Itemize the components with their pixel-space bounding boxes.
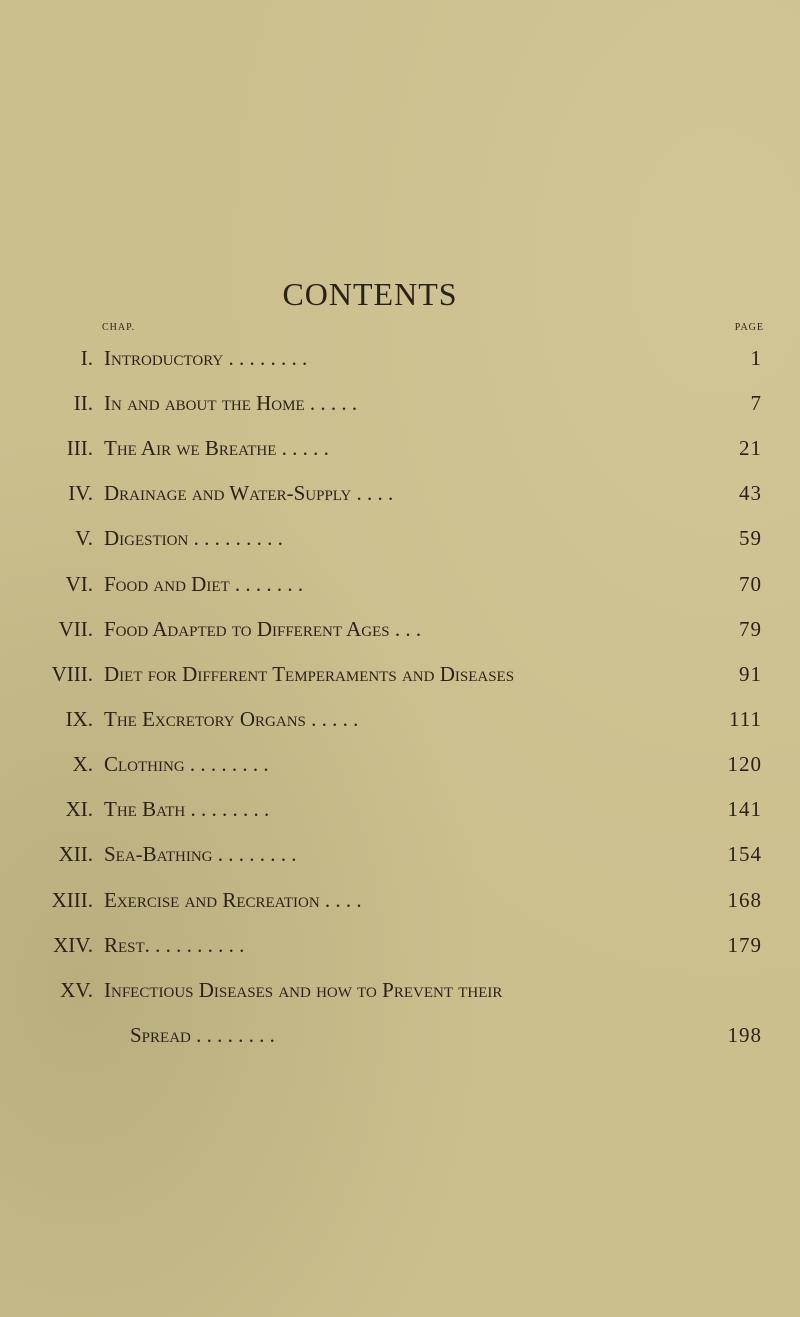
chapter-number: XIV. [53,933,93,957]
chapter-title: Spread . . . . . . . . [130,1023,275,1047]
toc-entry[interactable] [0,434,800,462]
page-number: 168 [727,888,762,912]
chapter-title: Clothing . . . . . . . . [104,752,269,776]
toc-entry[interactable] [0,344,800,372]
chapter-title: Exercise and Recreation . . . . [104,888,362,912]
toc-entry[interactable] [0,976,800,1004]
toc-entry[interactable] [0,389,800,417]
page-number: 91 [739,662,762,686]
toc-entry[interactable] [0,795,800,823]
toc-entry[interactable] [0,886,800,914]
chapter-number: VI. [65,572,93,596]
chapter-number: IV. [68,481,93,505]
toc-entry[interactable] [0,615,800,643]
chapter-number: VIII. [51,662,93,686]
chapter-title: The Bath . . . . . . . . [104,797,270,821]
chapter-number: XV. [60,978,93,1002]
page-number: 198 [727,1023,762,1047]
chapter-title: The Air we Breathe . . . . . [104,436,329,460]
chapter-number: VII. [58,617,93,641]
chapter-number: IX. [65,707,93,731]
page-number: 79 [739,617,762,641]
page-title: CONTENTS [282,276,458,312]
page-number: 7 [750,391,762,415]
chapter-number: XI. [65,797,93,821]
page-number: 154 [727,842,762,866]
chapter-title: The Excretory Organs . . . . . [104,707,359,731]
chapter-title: Introductory . . . . . . . . [104,346,308,370]
page-number: 111 [729,707,762,731]
chapter-number: X. [72,752,93,776]
toc-entry[interactable] [0,750,800,778]
chapter-title: Food and Diet . . . . . . . [104,572,304,596]
toc-entry[interactable] [0,660,800,688]
chapter-title: Digestion . . . . . . . . . [104,526,283,550]
toc-entry[interactable] [0,931,800,959]
page-number: 179 [727,933,762,957]
chapter-number: II. [73,391,93,415]
chapter-title: In and about the Home . . . . . [104,391,358,415]
toc-entry[interactable] [0,705,800,733]
chapter-title: Sea-Bathing . . . . . . . . [104,842,297,866]
chapter-number: XIII. [51,888,93,912]
page-number: 59 [739,526,762,550]
page-number: 70 [739,572,762,596]
chapter-number: I. [80,346,93,370]
toc-entry[interactable] [0,570,800,598]
chapter-title: Food Adapted to Different Ages . . . [104,617,422,641]
page-number: 43 [739,481,762,505]
toc-entry[interactable] [0,479,800,507]
toc-entry[interactable] [0,1021,800,1049]
page-number: 1 [750,346,762,370]
page-number: 120 [727,752,762,776]
page-column-header: PAGE [734,322,764,333]
toc-entry[interactable] [0,524,800,552]
chapter-column-header: CHAP. [102,322,136,333]
page-number: 141 [727,797,762,821]
chapter-title: Diet for Different Temperaments and Diseases [104,662,515,686]
chapter-number: III. [66,436,93,460]
toc-entry[interactable] [0,840,800,868]
chapter-title: Rest. . . . . . . . . . [104,933,245,957]
chapter-number: V. [75,526,93,550]
page-number: 21 [739,436,762,460]
chapter-title: Drainage and Water-Supply . . . . [104,481,394,505]
chapter-number: XII. [58,842,93,866]
chapter-title: Infectious Diseases and how to Prevent their [104,978,503,1002]
